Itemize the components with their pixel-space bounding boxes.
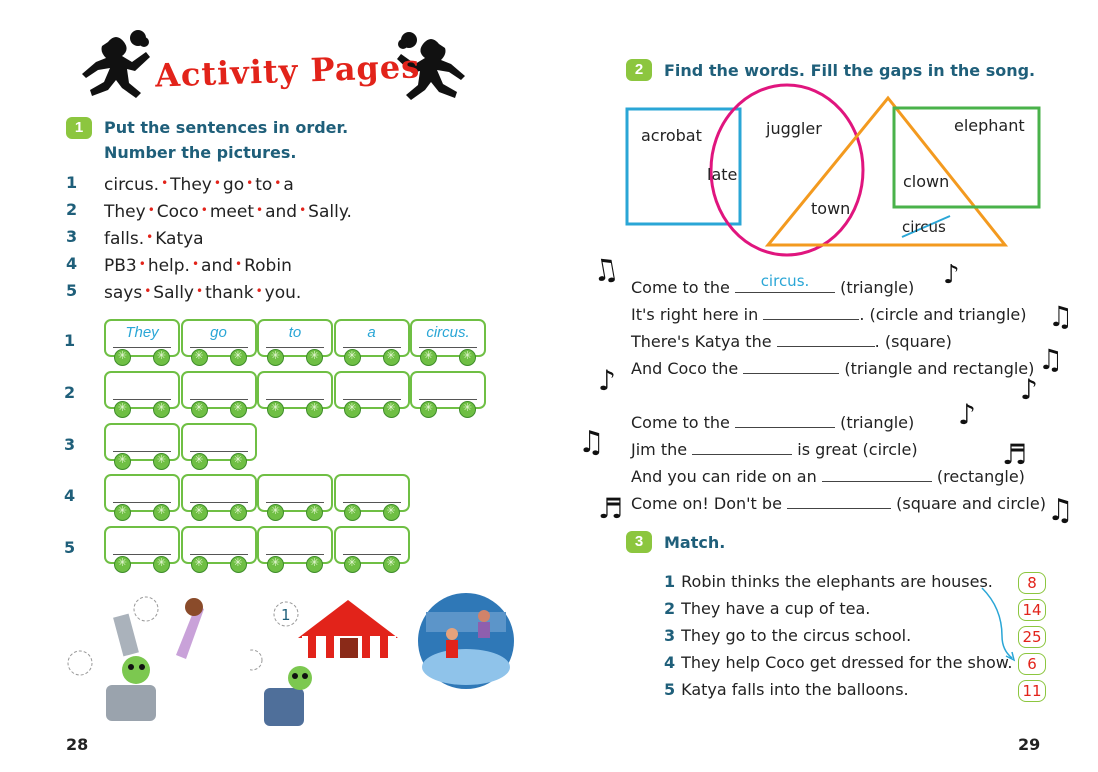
- music-note-icon: ♪: [958, 398, 976, 431]
- song-gap-answer: circus.: [760, 272, 810, 290]
- wheel-icon: [306, 401, 323, 418]
- venn-word-circus-crossed: circus: [902, 218, 946, 236]
- song-gap-blank[interactable]: [692, 440, 792, 455]
- music-note-icon: ♪: [1020, 373, 1038, 406]
- wheel-icon: [383, 401, 400, 418]
- sentence-words: [104, 278, 301, 306]
- exercise-1-number: 1: [66, 117, 92, 139]
- train-wagon-answer-box[interactable]: [104, 526, 180, 564]
- song-gap-blank[interactable]: [822, 467, 932, 482]
- sentence-words: [104, 251, 292, 279]
- sentence-word: says: [104, 283, 143, 303]
- music-note-icon: ♪: [598, 364, 616, 397]
- sentence-words: [104, 197, 352, 225]
- song-line-text: Come to the: [631, 413, 730, 432]
- word-separator-dot-icon: •: [147, 203, 155, 217]
- answer-line: [419, 347, 477, 348]
- train-wagon-answer-box[interactable]: [257, 371, 333, 409]
- wheel-icon: [191, 453, 208, 470]
- wheel-icon: [230, 349, 247, 366]
- venn-word-elephant: elephant: [954, 116, 1025, 135]
- song-line-hint: (triangle): [840, 413, 915, 432]
- song-line: [631, 272, 915, 299]
- song-gap-blank[interactable]: [735, 272, 835, 293]
- train-wagon-answer-box[interactable]: [410, 371, 486, 409]
- wheel-icon: [230, 401, 247, 418]
- wheel-icon: [344, 556, 361, 573]
- train-wagon-answer-box[interactable]: [104, 371, 180, 409]
- music-note-icon: ♪: [943, 260, 960, 290]
- train-wagon-answer-box[interactable]: [334, 474, 410, 512]
- exercise-2-number: 2: [626, 59, 652, 81]
- ice-skating-scene-illustration: [416, 592, 516, 690]
- exercise-1-heading-line2: Number the pictures.: [104, 143, 297, 162]
- word-separator-dot-icon: •: [255, 284, 263, 298]
- sentence-word: circus.: [104, 175, 160, 195]
- sentence-word: Katya: [155, 229, 204, 249]
- wheel-icon: [267, 556, 284, 573]
- train-wagon-answer-box[interactable]: [334, 526, 410, 564]
- song-line-text: Jim the: [631, 440, 688, 459]
- song-line-hint: (square and circle): [896, 494, 1046, 513]
- song-line-text: And Coco the: [631, 359, 739, 378]
- answer-line: [190, 554, 248, 555]
- train-number: 1: [64, 331, 76, 350]
- wheel-icon: [153, 556, 170, 573]
- song-line-hint: . (circle and triangle): [859, 305, 1027, 324]
- juggler-silhouette-left-icon: [78, 28, 153, 98]
- train-wagon-answer-box[interactable]: [104, 423, 180, 461]
- word-separator-dot-icon: •: [235, 257, 243, 271]
- sentence-word: Robin: [244, 256, 292, 276]
- song-line-text: And you can ride on an: [631, 467, 817, 486]
- answer-line: [343, 399, 401, 400]
- wheel-icon: [114, 401, 131, 418]
- song-line-hint: (rectangle): [936, 467, 1025, 486]
- venn-word-late: late: [707, 165, 738, 184]
- sentence-words: [104, 224, 204, 252]
- answer-line: [266, 502, 324, 503]
- word-separator-dot-icon: •: [299, 203, 307, 217]
- song-line: [631, 331, 952, 353]
- word-separator-dot-icon: •: [213, 176, 221, 190]
- venn-word-town: town: [811, 199, 851, 218]
- circus-tent-scene-illustration: [250, 578, 410, 728]
- robot-alien-illustration: [66, 595, 226, 725]
- song-line: [631, 412, 914, 434]
- venn-word-clown: clown: [903, 172, 950, 191]
- wagon-answer-word: circus.: [426, 324, 470, 341]
- wheel-icon: [383, 556, 400, 573]
- sentence-word: and: [265, 202, 298, 222]
- wheel-icon: [383, 349, 400, 366]
- wheel-icon: [383, 504, 400, 521]
- match-item-number: 2: [664, 599, 676, 618]
- train-number: 4: [64, 486, 76, 505]
- sentence-word: you.: [264, 283, 302, 303]
- sentence-word: Sally.: [308, 202, 352, 222]
- wheel-icon: [114, 349, 131, 366]
- exercise-3-number: 3: [626, 531, 652, 553]
- page-number-right: 29: [1018, 735, 1041, 754]
- answer-line: [190, 451, 248, 452]
- word-separator-dot-icon: •: [144, 284, 152, 298]
- sentence-words: [104, 170, 294, 198]
- sentence-word: go: [222, 175, 245, 195]
- train-wagon-answer-box[interactable]: [257, 319, 333, 357]
- page-number-badge[interactable]: 6: [1018, 653, 1046, 675]
- wheel-icon: [230, 453, 247, 470]
- wheel-icon: [306, 504, 323, 521]
- wheel-icon: [191, 556, 208, 573]
- exercise-2-heading: Find the words. Fill the gaps in the song.: [664, 61, 1036, 80]
- match-item: [664, 652, 1013, 674]
- page-number-badge[interactable]: 8: [1018, 572, 1046, 594]
- song-gap-blank[interactable]: [777, 332, 875, 347]
- song-line-hint: (triangle and rectangle): [844, 359, 1035, 378]
- page-number-badge[interactable]: 11: [1018, 680, 1046, 702]
- wagon-answer-word: go: [210, 324, 227, 341]
- page-number-badge[interactable]: 14: [1018, 599, 1046, 621]
- wheel-icon: [306, 556, 323, 573]
- wagon-answer-word: They: [125, 324, 159, 341]
- match-item-text: They have a cup of tea.: [681, 599, 871, 618]
- word-separator-dot-icon: •: [200, 203, 208, 217]
- train-wagon-answer-box[interactable]: [257, 526, 333, 564]
- song-line: [631, 466, 1025, 488]
- song-line-text: There's Katya the: [631, 332, 772, 351]
- train-wagon-answer-box[interactable]: [334, 319, 410, 357]
- exercise-3-heading: Match.: [664, 533, 726, 552]
- answer-line: [266, 399, 324, 400]
- match-item-text: Katya falls into the balloons.: [681, 680, 909, 699]
- match-item-text: Robin thinks the elephants are houses.: [681, 572, 993, 591]
- song-gap-blank[interactable]: [743, 359, 839, 374]
- picture-number-1: 1: [281, 606, 291, 624]
- answer-line: [190, 502, 248, 503]
- train-number: 2: [64, 383, 76, 402]
- music-note-icon: ♬: [1002, 438, 1028, 471]
- wheel-icon: [344, 349, 361, 366]
- song-line: [631, 439, 918, 461]
- wheel-icon: [114, 504, 131, 521]
- train-wagon-answer-box[interactable]: [410, 319, 486, 357]
- answer-line: [113, 347, 171, 348]
- song-line: [631, 493, 1046, 515]
- wheel-icon: [306, 349, 323, 366]
- answer-line: [113, 451, 171, 452]
- song-gap-blank[interactable]: [763, 305, 859, 320]
- answer-line: [190, 347, 248, 348]
- song-line-text: It's right here in: [631, 305, 759, 324]
- song-line-hint: . (square): [874, 332, 952, 351]
- match-item-number: 5: [664, 680, 676, 699]
- music-note-icon: ♫: [578, 425, 605, 460]
- sentence-number: 3: [66, 227, 78, 246]
- wheel-icon: [420, 349, 437, 366]
- sentence-word: and: [201, 256, 234, 276]
- wheel-icon: [153, 453, 170, 470]
- sentence-word: PB3: [104, 256, 137, 276]
- shape-venn-diagram: [620, 82, 1045, 262]
- word-separator-dot-icon: •: [191, 257, 200, 271]
- sentence-word: Sally: [153, 283, 194, 303]
- wagon-answer-word: a: [367, 324, 376, 341]
- exercise-1-heading-line1: Put the sentences in order.: [104, 118, 349, 137]
- wheel-icon: [153, 349, 170, 366]
- train-wagon-answer-box[interactable]: [181, 319, 257, 357]
- sentence-number: 4: [66, 254, 78, 273]
- answer-line: [113, 554, 171, 555]
- wheel-icon: [344, 504, 361, 521]
- answer-line: [190, 399, 248, 400]
- venn-word-juggler: juggler: [766, 119, 822, 138]
- song-line-hint: is great (circle): [797, 440, 918, 459]
- answer-line: [343, 554, 401, 555]
- match-arrow-icon: [978, 584, 1018, 668]
- word-separator-dot-icon: •: [246, 176, 254, 190]
- page-number-left: 28: [66, 735, 89, 754]
- answer-line: [419, 399, 477, 400]
- song-line-text: Come on! Don't be: [631, 494, 782, 513]
- sentence-word: a: [283, 175, 294, 195]
- wheel-icon: [114, 453, 131, 470]
- wheel-icon: [153, 401, 170, 418]
- answer-line: [113, 399, 171, 400]
- wheel-icon: [267, 349, 284, 366]
- music-note-icon: ♫: [589, 250, 622, 291]
- page-number-badge[interactable]: 25: [1018, 626, 1046, 648]
- music-note-icon: ♫: [1038, 343, 1064, 376]
- song-line-text: Come to the: [631, 278, 730, 297]
- song-gap-blank[interactable]: [787, 494, 891, 509]
- venn-word-acrobat: acrobat: [641, 126, 702, 145]
- word-separator-dot-icon: •: [274, 176, 282, 190]
- sentence-word: falls.: [104, 229, 145, 249]
- wheel-icon: [420, 401, 437, 418]
- train-wagon-answer-box[interactable]: [104, 319, 180, 357]
- match-item-number: 4: [664, 653, 676, 672]
- match-item: [664, 598, 870, 620]
- answer-line: [113, 502, 171, 503]
- sentence-word: They: [104, 202, 146, 222]
- word-separator-dot-icon: •: [256, 203, 264, 217]
- song-line: [631, 358, 1034, 380]
- wheel-icon: [153, 504, 170, 521]
- sentence-word: meet: [209, 202, 255, 222]
- answer-line: [266, 554, 324, 555]
- train-wagon-answer-box[interactable]: [334, 371, 410, 409]
- train-number: 3: [64, 435, 76, 454]
- wheel-icon: [230, 556, 247, 573]
- train-wagon-answer-box[interactable]: [181, 371, 257, 409]
- sentence-number: 5: [66, 281, 78, 300]
- train-wagon-answer-box[interactable]: [181, 423, 257, 461]
- answer-line: [343, 502, 401, 503]
- sentence-word: help.: [147, 256, 190, 276]
- train-wagon-answer-box[interactable]: [257, 474, 333, 512]
- match-item-text: They help Coco get dressed for the show.: [681, 653, 1013, 672]
- music-note-icon: ♫: [1048, 300, 1074, 333]
- wheel-icon: [344, 401, 361, 418]
- sentence-number: 2: [66, 200, 78, 219]
- wheel-icon: [191, 504, 208, 521]
- song-gap-blank[interactable]: [735, 413, 835, 428]
- sentence-word: They: [170, 175, 212, 195]
- match-item: [664, 679, 909, 701]
- sentence-word: Coco: [156, 202, 199, 222]
- match-item-text: They go to the circus school.: [681, 626, 912, 645]
- song-line-hint: (triangle): [840, 278, 915, 297]
- word-separator-dot-icon: •: [146, 230, 154, 244]
- wheel-icon: [267, 504, 284, 521]
- match-item-number: 3: [664, 626, 676, 645]
- word-separator-dot-icon: •: [138, 257, 146, 271]
- train-wagon-answer-box[interactable]: [104, 474, 180, 512]
- wheel-icon: [191, 349, 208, 366]
- sentence-number: 1: [66, 173, 78, 192]
- song-line: [631, 304, 1026, 326]
- wheel-icon: [459, 349, 476, 366]
- train-wagon-answer-box[interactable]: [181, 526, 257, 564]
- wheel-icon: [267, 401, 284, 418]
- train-wagon-answer-box[interactable]: [181, 474, 257, 512]
- wheel-icon: [459, 401, 476, 418]
- wheel-icon: [191, 401, 208, 418]
- match-item-number: 1: [664, 572, 676, 591]
- answer-line: [266, 347, 324, 348]
- word-separator-dot-icon: •: [196, 284, 204, 298]
- wheel-icon: [230, 504, 247, 521]
- answer-line: [343, 347, 401, 348]
- match-item: [664, 571, 993, 593]
- wheel-icon: [114, 556, 131, 573]
- page-title: Activity Pages: [154, 47, 421, 95]
- sentence-word: thank: [205, 283, 254, 303]
- music-note-icon: ♫: [1047, 493, 1074, 528]
- exercise-1-heading: [104, 115, 348, 165]
- music-note-icon: ♬: [598, 492, 624, 525]
- word-separator-dot-icon: •: [161, 176, 169, 190]
- wagon-answer-word: to: [288, 324, 302, 341]
- match-item: [664, 625, 911, 647]
- train-number: 5: [64, 538, 76, 557]
- sentence-word: to: [255, 175, 273, 195]
